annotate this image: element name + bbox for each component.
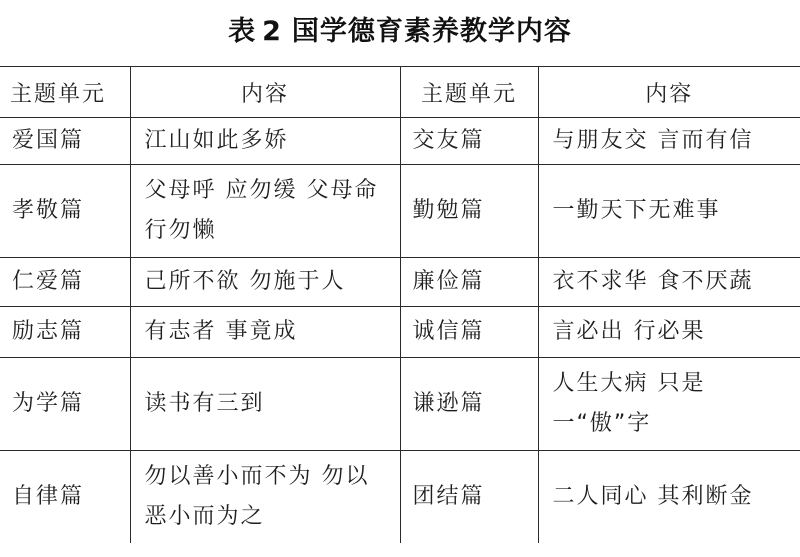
topic-cell: 谦逊篇 — [400, 358, 538, 451]
curriculum-table — [0, 66, 800, 543]
topic-cell: 交友篇 — [400, 118, 538, 165]
caption-number: 2 — [262, 16, 282, 47]
content-cell: 有志者 事竟成 — [130, 307, 400, 358]
table-row — [0, 118, 800, 165]
header-row — [0, 67, 800, 118]
topic-cell: 团结篇 — [400, 451, 538, 544]
content-cell: 与朋友交 言而有信 — [538, 118, 800, 165]
header-topic-a: 主题单元 — [0, 67, 130, 118]
content-cell: 己所不欲 勿施于人 — [130, 258, 400, 307]
table-row — [0, 258, 800, 307]
content-cell: 勿以善小而不为 勿以恶小而为之 — [130, 451, 400, 544]
table-caption — [0, 0, 800, 64]
content-cell: 父母呼 应勿缓 父母命 行勿懒 — [130, 165, 400, 258]
table-row — [0, 358, 800, 451]
topic-cell: 仁爱篇 — [0, 258, 130, 307]
topic-cell: 为学篇 — [0, 358, 130, 451]
topic-cell: 诚信篇 — [400, 307, 538, 358]
header-content-a: 内容 — [130, 67, 400, 118]
content-cell: 一勤天下无难事 — [538, 165, 800, 258]
caption-prefix: 表 — [228, 16, 257, 47]
caption-text: 国学德育素养教学内容 — [291, 16, 572, 47]
topic-cell: 爱国篇 — [0, 118, 130, 165]
content-cell: 读书有三到 — [130, 358, 400, 451]
table-row — [0, 451, 800, 544]
topic-cell: 勤勉篇 — [400, 165, 538, 258]
topic-cell: 自律篇 — [0, 451, 130, 544]
content-cell: 衣不求华 食不厌蔬 — [538, 258, 800, 307]
header-content-b: 内容 — [538, 67, 800, 118]
content-cell: 江山如此多娇 — [130, 118, 400, 165]
table-row — [0, 307, 800, 358]
content-cell: 人生大病 只是一“傲”字 — [538, 358, 800, 451]
content-cell: 言必出 行必果 — [538, 307, 800, 358]
content-cell: 二人同心 其利断金 — [538, 451, 800, 544]
topic-cell: 孝敬篇 — [0, 165, 130, 258]
table-row — [0, 165, 800, 258]
header-topic-b: 主题单元 — [400, 67, 538, 118]
topic-cell: 廉俭篇 — [400, 258, 538, 307]
topic-cell: 励志篇 — [0, 307, 130, 358]
